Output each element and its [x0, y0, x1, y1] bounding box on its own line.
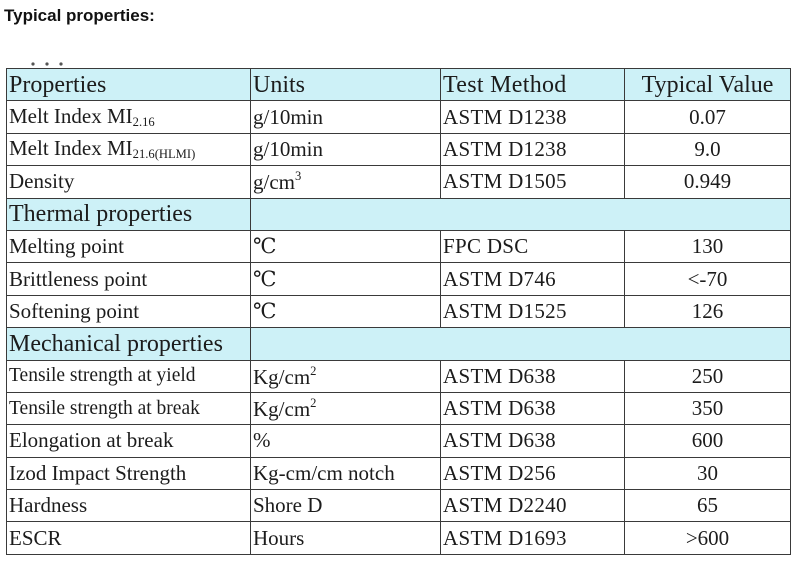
property-name: Elongation at break: [9, 428, 174, 453]
test-method-cell: ASTM D638: [441, 425, 625, 457]
units-cell: [251, 101, 441, 133]
units-superscript: 2: [310, 363, 317, 378]
units-cell: [251, 457, 441, 489]
units-cell: [251, 230, 441, 262]
typical-value-cell: 600: [625, 425, 791, 457]
header-test-method: Test Method: [441, 69, 625, 101]
table-row: [7, 360, 791, 392]
section-label: Thermal properties: [7, 198, 251, 230]
table-row: [7, 230, 791, 262]
typical-value-cell: >600: [625, 522, 791, 554]
units-text: Kg/cm: [253, 397, 311, 422]
test-method-cell: ASTM D1525: [441, 295, 625, 327]
property-name: Hardness: [9, 493, 88, 518]
property-name: Tensile strength at yield: [9, 365, 196, 387]
units-text: Hours: [253, 525, 305, 550]
units-superscript: 3: [295, 169, 302, 184]
units-cell: [251, 133, 441, 165]
units-cell: [251, 490, 441, 522]
test-method-cell: ASTM D1505: [441, 166, 625, 198]
property-name: Melting point: [9, 234, 124, 259]
section-empty-cell: [251, 198, 791, 230]
table-row: [7, 295, 791, 327]
property-name: Tensile strength at break: [9, 397, 200, 419]
units-text: Shore D: [253, 493, 323, 518]
properties-table-body: [7, 69, 791, 555]
units-cell: [251, 263, 441, 295]
property-name: Density: [9, 169, 75, 194]
units-text: ℃: [253, 234, 277, 259]
header-units: Units: [251, 69, 441, 101]
property-name: Brittleness point: [9, 266, 148, 291]
typical-value-cell: 350: [625, 392, 791, 424]
property-name: Melt Index MI: [9, 103, 133, 128]
table-row: [7, 522, 791, 554]
test-method-cell: ASTM D1693: [441, 522, 625, 554]
units-text: %: [253, 428, 271, 453]
table-row: [7, 392, 791, 424]
test-method-cell: ASTM D256: [441, 457, 625, 489]
header-properties: Properties: [7, 69, 251, 101]
property-cell: [7, 425, 251, 457]
units-text: g/cm: [253, 170, 295, 195]
section-label: Mechanical properties: [7, 328, 251, 360]
property-cell: [7, 230, 251, 262]
property-cell: [7, 457, 251, 489]
units-text: g/10min: [253, 136, 324, 161]
units-cell: [251, 295, 441, 327]
property-cell: [7, 490, 251, 522]
property-cell: [7, 360, 251, 392]
table-row: [7, 133, 791, 165]
property-cell: [7, 392, 251, 424]
property-subscript: 2.16: [132, 114, 155, 129]
section-empty-cell: [251, 328, 791, 360]
units-cell: [251, 360, 441, 392]
typical-value-cell: 126: [625, 295, 791, 327]
property-name: Melt Index MI: [9, 136, 133, 161]
decorative-dots: [30, 61, 74, 67]
units-text: Kg-cm/cm notch: [253, 460, 395, 485]
test-method-cell: ASTM D638: [441, 360, 625, 392]
typical-value-cell: 250: [625, 360, 791, 392]
units-text: g/10min: [253, 104, 324, 129]
typical-value-cell: 65: [625, 490, 791, 522]
units-cell: [251, 392, 441, 424]
units-text: ℃: [253, 266, 277, 291]
property-cell: [7, 522, 251, 554]
typical-value-cell: 0.07: [625, 101, 791, 133]
units-cell: [251, 425, 441, 457]
table-header-row: [7, 69, 791, 101]
property-cell: [7, 166, 251, 198]
property-cell: [7, 263, 251, 295]
property-name: Softening point: [9, 298, 140, 323]
table-row: [7, 425, 791, 457]
units-cell: [251, 166, 441, 198]
property-cell: [7, 101, 251, 133]
property-cell: [7, 133, 251, 165]
test-method-cell: ASTM D638: [441, 392, 625, 424]
property-cell: [7, 295, 251, 327]
property-name: ESCR: [9, 525, 62, 550]
property-subscript: 21.6(HLMI): [132, 147, 196, 162]
table-row: [7, 101, 791, 133]
typical-value-cell: 130: [625, 230, 791, 262]
units-superscript: 2: [310, 396, 317, 411]
test-method-cell: ASTM D1238: [441, 133, 625, 165]
test-method-cell: ASTM D1238: [441, 101, 625, 133]
header-typical-value: Typical Value: [625, 69, 791, 101]
typical-value-cell: <-70: [625, 263, 791, 295]
properties-table: [6, 68, 791, 555]
property-name: Izod Impact Strength: [9, 460, 187, 485]
section-thermal-row: [7, 198, 791, 230]
table-row: [7, 263, 791, 295]
test-method-cell: ASTM D746: [441, 263, 625, 295]
page-heading: Typical properties:: [4, 6, 155, 25]
typical-value-cell: 0.949: [625, 166, 791, 198]
typical-value-cell: 30: [625, 457, 791, 489]
typical-value-cell: 9.0: [625, 133, 791, 165]
units-cell: [251, 522, 441, 554]
table-row: [7, 166, 791, 198]
test-method-cell: FPC DSC: [441, 230, 625, 262]
table-row: [7, 457, 791, 489]
test-method-cell: ASTM D2240: [441, 490, 625, 522]
units-text: Kg/cm: [253, 364, 311, 389]
table-row: [7, 490, 791, 522]
section-mechanical-row: [7, 328, 791, 360]
units-text: ℃: [253, 298, 277, 323]
